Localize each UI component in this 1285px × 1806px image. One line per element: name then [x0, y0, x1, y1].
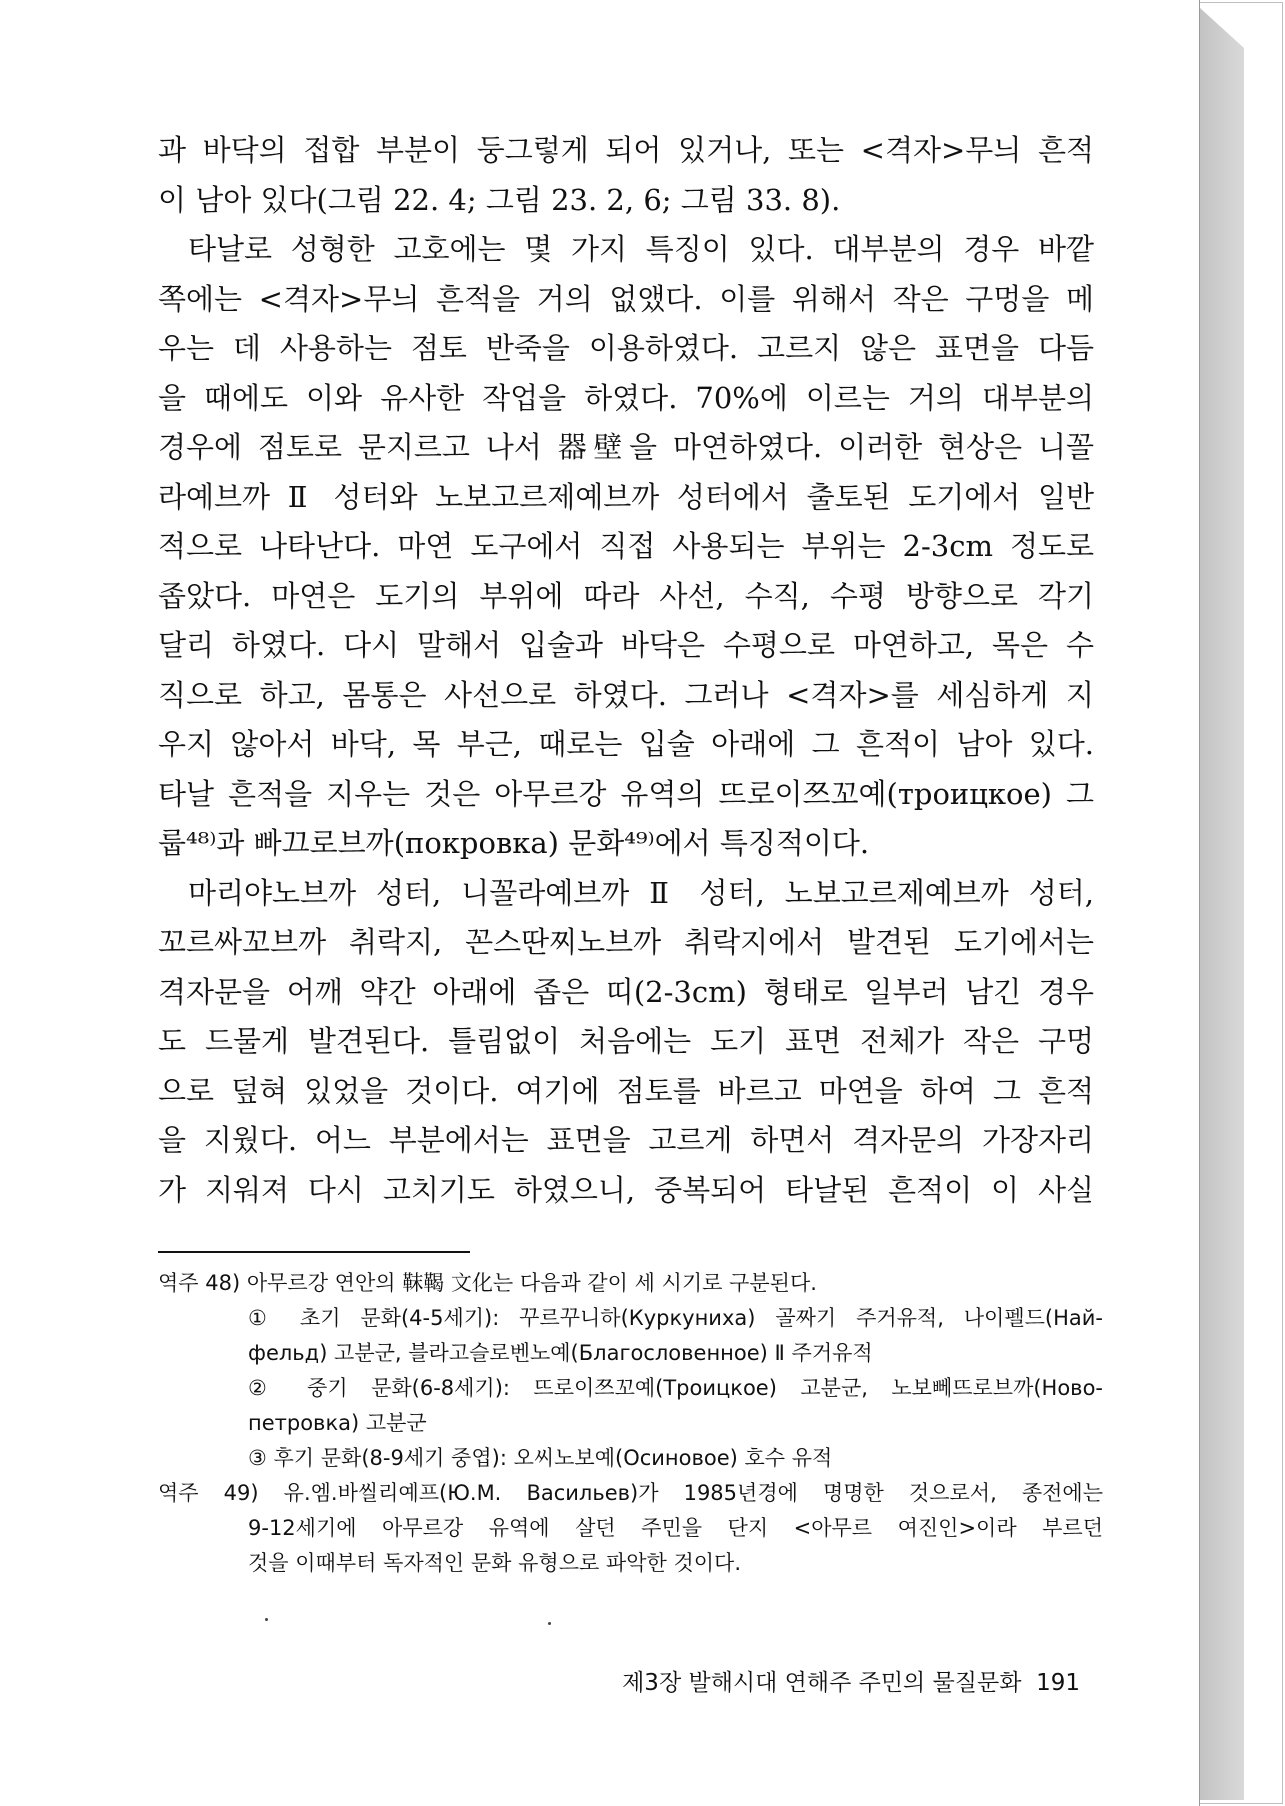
running-footer: 제3장 발해시대 연해주 주민의 물질문화 [622, 1670, 1022, 1696]
body-line: 라예브까 Ⅱ 성터와 노보고르제예브까 성터에서 출토된 도기에서 일반 [158, 479, 1094, 514]
body-line: 을 때에도 이와 유사한 작업을 하였다. 70%에 이르는 거의 대부분의 [158, 380, 1094, 415]
body-line: 우지 않아서 바닥, 목 부근, 때로는 입술 아래에 그 흔적이 남아 있다. [158, 727, 1094, 761]
body-line: 우는 데 사용하는 점토 반죽을 이용하였다. 고르지 않은 표면을 다듬 [158, 331, 1094, 365]
body-line: 가 지워져 다시 고치기도 하였으니, 중복되어 타날된 흔적이 이 사실 [158, 1172, 1094, 1207]
body-line: 직으로 하고, 몸통은 사선으로 하였다. 그러나 <격자>를 세심하게 지 [158, 677, 1094, 712]
footnote-rule [158, 1251, 470, 1253]
footnote-48: 역주 48) 아무르강 연안의 靺鞨 文化는 다음과 같이 세 시기로 구분된다. [158, 1271, 817, 1295]
page-footer [575, 1664, 1080, 1697]
footnote-49: 역주 49) 유.엠.바씰리예프(Ю.М. Васильев)가 1985년경에 명명한 것으로서, 종전에는 [158, 1481, 1103, 1505]
body-line: 마리야노브까 성터, 니꼴라예브까 Ⅱ 성터, 노보고르제예브까 성터, [188, 875, 1094, 910]
body-line: 룹⁴⁸⁾과 빠끄로브까(покровка) 문화⁴⁹⁾에서 특징적이다. [158, 826, 870, 860]
speck [265, 1618, 268, 1621]
body-line: 경우에 점토로 문지르고 나서 器壁을 마연하였다. 이러한 현상은 니꼴 [158, 430, 1094, 464]
body-line: 을 지웠다. 어느 부분에서는 표면을 고르게 하면서 격자문의 가장자리 [158, 1123, 1094, 1157]
footnote-item: фельд) 고분군, 블라고슬로벤노예(Благословенное) Ⅱ 주거유적 [248, 1341, 873, 1365]
footnote-continuation: 9-12세기에 아무르강 유역에 살던 주민을 단지 <아무르 여진인>이라 부르던 [248, 1516, 1103, 1540]
body-line: 과 바닥의 접합 부분이 둥그렇게 되어 있거나, 또는 <격자>무늬 흔적 [158, 133, 1094, 167]
body-line: 도 드물게 발견된다. 틀림없이 처음에는 도기 표면 전체가 작은 구멍 [158, 1024, 1094, 1058]
body-line: 좁았다. 마연은 도기의 부위에 따라 사선, 수직, 수평 방향으로 각기 [158, 578, 1094, 613]
body-line: 달리 하였다. 다시 말해서 입술과 바닥은 수평으로 마연하고, 목은 수 [158, 628, 1094, 662]
footnote-item: ② 중기 문화(6-8세기): 뜨로이쯔꼬예(Троицкое) 고분군, 노보뻬뜨로브까(Ново- [248, 1376, 1103, 1400]
body-line: 타날로 성형한 고호에는 몇 가지 특징이 있다. 대부분의 경우 바깥 [188, 232, 1094, 266]
footnote-item: ③ 후기 문화(8-9세기 중엽): 오씨노보예(Осиновое) 호수 유적 [248, 1446, 833, 1470]
body-line: 타날 흔적을 지우는 것은 아무르강 유역의 뜨로이쯔꼬예(троицкое) 그 [158, 776, 1094, 811]
page-number: 191 [1036, 1670, 1080, 1696]
footnote-continuation: 것을 이때부터 독자적인 문화 유형으로 파악한 것이다. [248, 1551, 742, 1575]
footnote-item: петровка) 고분군 [248, 1411, 427, 1435]
body-line: 으로 덮혀 있었을 것이다. 여기에 점토를 바르고 마연을 하여 그 흔적 [158, 1073, 1094, 1108]
speck [548, 1622, 551, 1625]
body-line: 꼬르싸꼬브까 취락지, 꼰스딴찌노브까 취락지에서 발견된 도기에서는 [158, 925, 1094, 959]
body-line: 격자문을 어깨 약간 아래에 좁은 띠(2-3cm) 형태로 일부러 남긴 경우 [158, 974, 1094, 1009]
body-line: 이 남아 있다(그림 22. 4; 그림 23. 2, 6; 그림 33. 8). [158, 182, 841, 217]
body-line: 적으로 나타난다. 마연 도구에서 직접 사용되는 부위는 2-3cm 정도로 [158, 529, 1094, 563]
footnote-item: ① 초기 문화(4-5세기): 꾸르꾸니하(Куркуниха) 골짜기 주거유적, 나이펠드(Най- [248, 1306, 1103, 1330]
body-text [158, 126, 1094, 1215]
book-edge-shadow [1200, 8, 1244, 1800]
body-line: 쪽에는 <격자>무늬 흔적을 거의 없앴다. 이를 위해서 작은 구멍을 메 [158, 281, 1094, 316]
footnotes [158, 1266, 1103, 1581]
